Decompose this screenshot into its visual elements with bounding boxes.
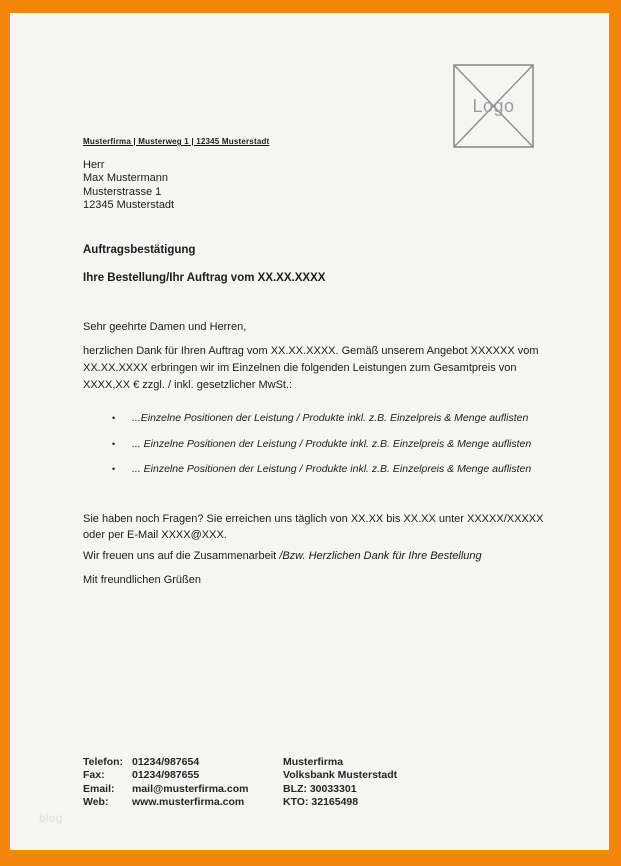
recipient-address-block <box>83 159 174 213</box>
footer-contact-value: mail@musterfirma.com <box>132 782 249 795</box>
bullet-dot-icon: • <box>112 464 116 474</box>
logo-label: Logo <box>472 95 515 116</box>
letter-page <box>10 13 609 850</box>
footer-contact-block <box>83 756 248 810</box>
footer-company-name: Musterfirma <box>283 756 344 768</box>
sender-address-line: Musterfirma | Musterweg 1 | 12345 Musterstadt <box>83 137 270 146</box>
footer-bank-name: Volksbank Musterstadt <box>283 769 398 782</box>
list-item <box>110 438 555 451</box>
recipient-city-line: 12345 Musterstadt <box>83 199 175 212</box>
signoff-text: Mit freundlichen Grüßen <box>83 574 201 586</box>
footer-contact-row <box>83 796 248 809</box>
subject-heading: Auftragsbestätigung <box>83 244 196 256</box>
footer-contact-row <box>83 769 248 782</box>
bullet-dot-icon: • <box>112 413 116 423</box>
closing-line <box>83 550 563 562</box>
list-item <box>110 412 555 425</box>
footer-contact-label: Fax: <box>83 769 105 782</box>
bullet-dot-icon: • <box>112 438 116 449</box>
closing-alternative-text: /Bzw. Herzlichen Dank für Ihre Bestellung <box>279 550 482 562</box>
list-item-text: ... Einzelne Positionen der Leistung / Produkte inkl. z.B. Einzelpreis & Menge auflisten <box>132 437 532 450</box>
line-items-list <box>110 412 555 489</box>
footer-contact-row <box>83 783 248 796</box>
logo-placeholder <box>453 64 534 148</box>
footer-contact-value: 01234/987655 <box>132 769 200 782</box>
list-item-text: ... Einzelne Positionen der Leistung / Produkte inkl. z.B. Einzelpreis & Menge auflisten <box>132 463 532 475</box>
footer-contact-value: 01234/987654 <box>132 756 200 768</box>
recipient-street-line: Musterstrasse 1 <box>83 185 162 198</box>
footer-contact-row <box>83 756 248 769</box>
recipient-salutation-line: Herr <box>83 159 105 171</box>
footer-bank-kto: KTO: 32165498 <box>283 796 359 809</box>
list-item-text: ...Einzelne Positionen der Leistung / Produkte inkl. z.B. Einzelpreis & Menge auflisten <box>132 412 529 424</box>
subject-reference-line: Ihre Bestellung/Ihr Auftrag vom XX.XX.XXXX <box>83 272 326 284</box>
blog-watermark: blog <box>39 813 63 825</box>
footer-contact-value: www.musterfirma.com <box>132 796 245 809</box>
footer-contact-label: Web: <box>83 796 109 809</box>
body-paragraph-intro: herzlichen Dank für Ihren Auftrag vom XX.XX.XXXX. Gemäß unserem Angebot XXXXXX vom XX.XX.XXXX erbringen wir im Einzelnen die folgenden Leistungen zum Gesamtpreis von XXXX,XX € zzgl. / inkl. gesetzlicher MwSt.: <box>83 345 539 391</box>
closing-normal-text: Wir freuen uns auf die Zusammenarbeit <box>83 550 280 562</box>
footer-contact-label: Email: <box>83 782 115 795</box>
list-item <box>110 463 555 476</box>
body-paragraph-questions: Sie haben noch Fragen? Sie erreichen uns täglich von XX.XX bis XX.XX unter XXXXX/XXXXX oder per E-Mail XXXX@XXX. <box>83 513 544 542</box>
footer-bank-blz: BLZ: 30033301 <box>283 782 357 795</box>
salutation-text: Sehr geehrte Damen und Herren, <box>83 321 247 333</box>
recipient-name-line: Max Mustermann <box>83 172 168 185</box>
footer-bank-block <box>283 756 397 810</box>
footer-contact-label: Telefon: <box>83 756 124 768</box>
